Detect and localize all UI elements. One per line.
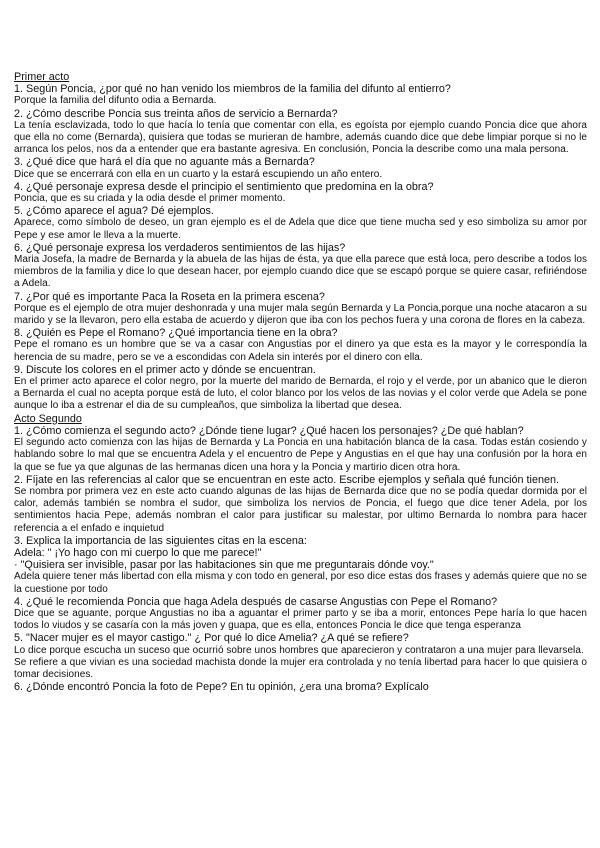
question-item: [14, 681, 587, 693]
answer-text: La tenía esclavizada, todo lo que hacía lo tenía que comentar con ella, es egoísta por ejemplo cuando Poncia dice que ahora que ella no come (Bernarda), quisiera que todas se murieran de hambre, además cuando dice que debe limpiar porque si no le arranca los pelos, nos da a entender que era bastante agresiva. En conclusión, Poncia la describe como una mala persona.: [14, 119, 587, 156]
question-text: 1. ¿Cómo comienza el segundo acto? ¿Dónde tiene lugar? ¿Qué hacen los personajes? ¿De qué hablan?: [14, 424, 524, 437]
answer-text: Aparece, como símbolo de deseo, un gran ejemplo es el de Adela que dice que tiene mucha sed y eso simboliza su amor por Pepe y ese amor le lleva a la muerte.: [14, 217, 587, 241]
question-item: [14, 156, 587, 180]
section-heading: Primer acto: [14, 71, 70, 83]
question-item: [14, 474, 587, 535]
question-text: 3. ¿Qué dice que hará el día que no aguante más a Bernarda?: [14, 156, 315, 169]
question-item: [14, 83, 587, 107]
answer-text: Se refiere a que vivian es una sociedad machista donde la mujer era controlada y no tenía libertad para hacer lo que quisiera o tomar decisiones.: [14, 656, 587, 680]
question-text: 1. Según Poncia, ¿por qué no han venido los miembros de la familia del difunto al entierro?: [14, 83, 451, 96]
answer-text: En el primer acto aparece el color negro, por la muerte del marido de Bernarda, el rojo y el verde, por un abanico que le dieron a Bernarda el cual no acepta porque está de luto, el color blanco por los velos de las novias y el color verde que Adela se pone aunque lo iba a estrenar el dia de su cumpleaños, que simboliza la libertad que desea.: [14, 376, 587, 412]
question-item: [14, 291, 587, 328]
answer-text: Lo dice porque escucha un suceso que ocurrió sobre unos hombres que aparecieron y contrataron a una mujer para llevarsela.: [14, 644, 584, 656]
question-text: 9. Discute los colores en el primer acto y dónde se encuentran.: [14, 363, 316, 376]
question-item: [14, 205, 587, 242]
answer-text: Dice que se encerrará con ella en un cuarto y la estará escupiendo un año entero.: [14, 168, 383, 180]
answer-text: Porque la familia del difunto odia a Bernarda.: [14, 95, 217, 107]
question-item: [14, 327, 587, 364]
answer-text: Dice que se aguante, porque Angustias no iba a aguantar el primer parto y se iba a morir, entonces Pepe haría lo que hacen todos lo viudos y se casaría con la más joven y guapa, que es ella, entonces Poncia le dice que tenga esperanza: [14, 607, 587, 632]
question-text: 4. ¿Qué personaje expresa desde el principio el sentimiento que predomina en la obra?: [14, 180, 434, 193]
question-text: 8. ¿Quién es Pepe el Romano? ¿Qué importancia tiene en la obra?: [14, 327, 338, 340]
section-heading: Acto Segundo: [14, 412, 82, 425]
question-text: 6. ¿Qué personaje expresa los verdaderos sentimientos de las hijas?: [14, 241, 346, 254]
answer-text: Maria Josefa, la madre de Bernarda y la abuela de las hijas de ésta, ya que ella parece que está loca, pero describe a todos los miembros de la familia y dice lo que desean hacer, por ejemplo cuando dice que se escapó porque se quiere casar, refiriéndose a Adela.: [14, 254, 587, 290]
question-item: [14, 181, 587, 205]
question-item: [14, 535, 587, 596]
question-text: 3. Explica la importancia de las siguientes citas en la escena:: [14, 534, 307, 547]
document-section: [14, 71, 587, 413]
document-section: [14, 413, 587, 694]
answer-text: Adela quiere tener más libertad con ella misma y con todo en general, por eso dice estas dos frases y además quiere que no se la cuestione por todo: [14, 571, 587, 595]
question-text: 5. ¿Cómo aparece el agua? Dé ejemplos.: [14, 205, 214, 218]
document-body: [14, 71, 587, 693]
question-text: 2. Fíjate en las referencias al calor que se encuentran en este acto. Escribe ejemplos y señala qué función tienen.: [14, 473, 559, 486]
question-item: [14, 364, 587, 413]
answer-text: Pepe el romano es un hombre que se va a casar con Angustias por el dinero ya que esta es la mayor y le correspondía la herencia de su madre, pero se ve a escondidas con Adela sin interés por el dinero con ella.: [14, 339, 587, 363]
answer-text: El segundo acto comienza con las hijas de Bernarda y La Poncia en una habitación blanca de la casa. Todas están cosiendo y hablando sobre lo mal que se encuentra Adela y el encuentro de Pepe y Angustias en el que hay una confusión por la hora en la que se fue ya que algunas de las hermanas dicen una hora y la Poncia y martirio dicen otra hora.: [14, 437, 587, 473]
question-item: [14, 242, 587, 291]
quote-text: Adela: " ¡Yo hago con mi cuerpo lo que me parece!": [14, 546, 262, 559]
quote-text: · "Quisiera ser invisible, pasar por las habitaciones sin que me preguntarais dónde voy.": [14, 559, 434, 572]
question-item: [14, 108, 587, 157]
answer-text: Poncia, que es su criada y la odia desde el primer momento.: [14, 193, 286, 205]
question-text: 7. ¿Por qué es importante Paca la Roseta en la primera escena?: [14, 290, 325, 303]
question-text: 2. ¿Cómo describe Poncia sus treinta años de servicio a Bernarda?: [14, 107, 338, 120]
question-text: 4. ¿Qué le recomienda Poncia que haga Adela después de casarse Angustias con Pepe el Romano?: [14, 595, 498, 608]
answer-text: Porque es el ejemplo de otra mujer deshonrada y una mujer mala según Bernarda y La Poncia,porque una noche atacaron a su marido y se la llevaron, pero ella estaba de acuerdo y dijeron que iba con los pechos fuera y una corona de flores en la cabeza.: [14, 302, 587, 327]
question-item: [14, 425, 587, 474]
question-text: 5. "Nacer mujer es el mayor castigo." ¿ Por qué lo dice Amelia? ¿A qué se refiere?: [14, 632, 409, 645]
question-item: [14, 632, 587, 681]
question-item: [14, 596, 587, 633]
answer-text: Se nombra por primera vez en este acto cuando algunas de las hijas de Bernarda dice que no se podía quedar dormida por el calor, además también se nombra el sudor, que simboliza los nervios de Poncia, el fuego que dice tener Adela, por los sentimientos hacia Pepe, además nombran el calor para justificar su malestar, por ultimo Bernarda lo nombra para hacer referencia a el enfado e inquietud: [14, 485, 587, 534]
question-text: 6. ¿Dónde encontró Poncia la foto de Pepe? En tu opinión, ¿era una broma? Explícalo: [14, 681, 429, 694]
